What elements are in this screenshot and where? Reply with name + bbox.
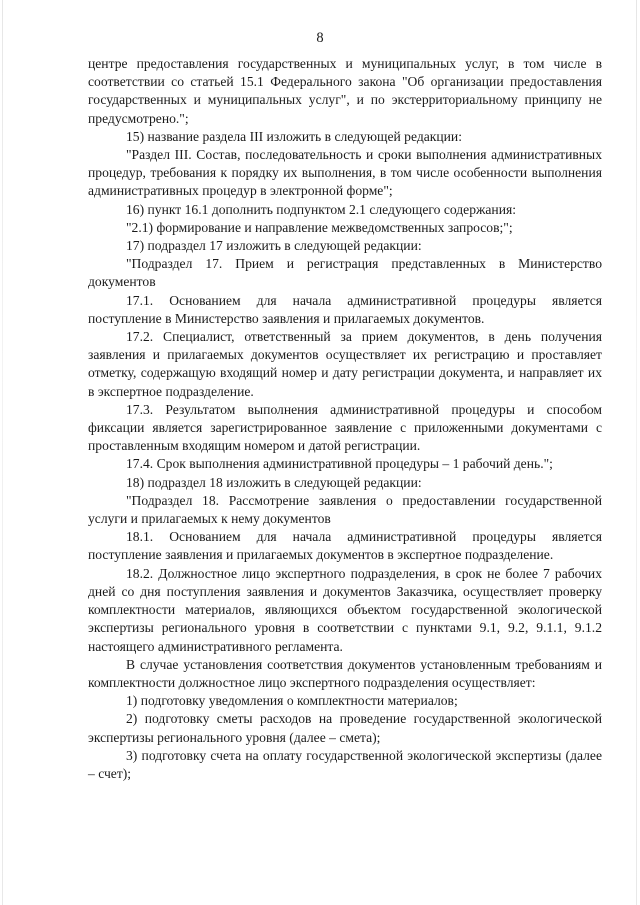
- paragraph: 17.1. Основанием для начала административной процедуры является поступление в Министерство заявления и прилагаемых документов.: [88, 292, 602, 326]
- paragraph: центре предоставления государственных и муниципальных услуг, в том числе в соответствии со статьей 15.1 Федерального закона "Об организации предоставления государственных и муниципальных услуг", и по экстерриториальному принципу не предусмотрено.";: [88, 56, 602, 126]
- paragraph: "Подраздел 18. Рассмотрение заявления о предоставлении государственной услуги и прилагаемых к нему документов: [88, 492, 602, 527]
- paragraph: 17) подраздел 17 изложить в следующей редакции:: [126, 238, 422, 254]
- scan-edge-left: [2, 0, 3, 905]
- paragraph: 1) подготовку уведомления о комплектности материалов;: [126, 693, 458, 709]
- document-body: [88, 55, 602, 783]
- paragraph: "Подраздел 17. Прием и регистрация представленных в Министерство документов: [88, 256, 602, 290]
- paragraph: 18.1. Основанием для начала административной процедуры является поступление заявления и прилагаемых документов в экспертное подразделение.: [88, 529, 602, 563]
- paragraph: 17.2. Специалист, ответственный за прием документов, в день получения заявления и прилагаемых документов осуществляет их регистрацию и проставляет отметку, содержащую входящий номер и дату регистрации документа, и направляет их в экспертное подразделение.: [88, 329, 602, 399]
- paragraph: 16) пункт 16.1 дополнить подпунктом 2.1 следующего содержания:: [126, 201, 517, 217]
- paragraph: 17.3. Результатом выполнения административной процедуры и способом фиксации является зарегистрированное заявление с приложенными документами с проставленным входящим номером и датой регистрации.: [88, 401, 602, 454]
- paragraph: 18) подраздел 18 изложить в следующей редакции:: [126, 474, 422, 490]
- paragraph: 17.4. Срок выполнения административной процедуры – 1 рабочий день.";: [126, 456, 553, 472]
- scan-edge-right: [636, 0, 637, 905]
- paragraph: "Раздел III. Состав, последовательность и сроки выполнения административных процедур, требования к порядку их выполнения, в том числе особенности выполнения административных процедур в электронной форме";: [88, 147, 602, 199]
- paragraph: "2.1) формирование и направление межведомственных запросов;";: [126, 219, 513, 235]
- paragraph: 18.2. Должностное лицо экспертного подразделения, в срок не более 7 рабочих дней со дня поступления заявления и документов Заказчика, осуществляет проверку комплектности материалов, являющихся объектом государственной экологической экспертизы регионального уровня в соответствии с пунктами 9.1, 9.2, 9.1.1, 9.1.2 настоящего административного регламента.: [88, 565, 602, 654]
- paragraph: В случае установления соответствия документов установленным требованиям и комплектности должностное лицо экспертного подразделения осуществляет:: [88, 656, 602, 690]
- paragraph: 3) подготовку счета на оплату государственной экологической экспертизы (далее – счет);: [88, 747, 602, 781]
- page-number: 8: [316, 30, 324, 46]
- paragraph: 2) подготовку сметы расходов на проведение государственной экологической экспертизы регионального уровня (далее – смета);: [88, 711, 602, 745]
- paragraph: 15) название раздела III изложить в следующей редакции:: [126, 128, 462, 144]
